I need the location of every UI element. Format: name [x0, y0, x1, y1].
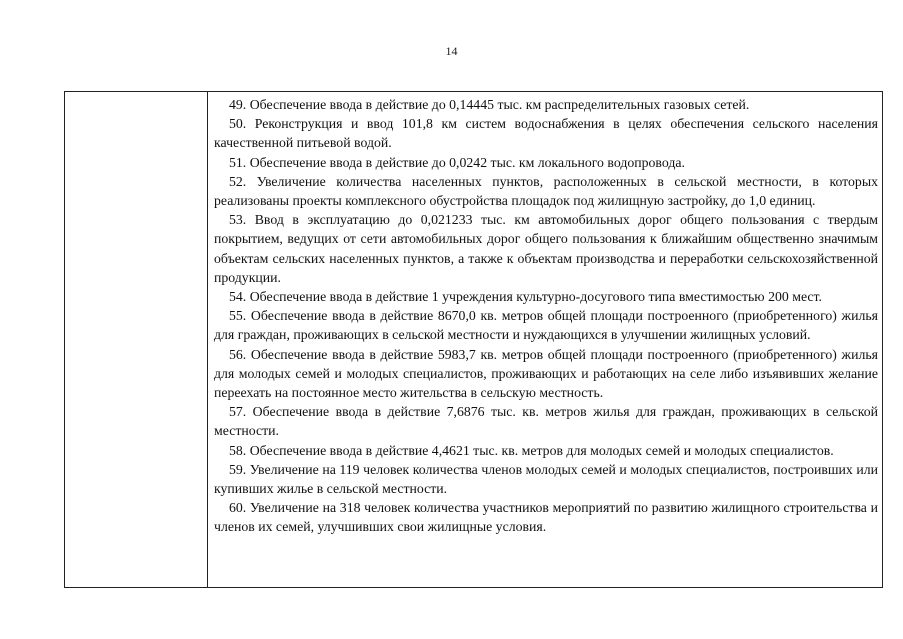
list-item: 60. Увеличение на 318 человек количества участников мероприятий по развитию жилищного строительства и членов их семей, улучшивших свои жилищные условия.	[214, 500, 878, 535]
list-item: 53. Ввод в эксплуатацию до 0,021233 тыс. км автомобильных дорог общего пользования с твердым покрытием, ведущих от сети автомобильных дорог общего пользования к ближайшим общественно значимым объектам сельских населенных пунктов, а также к объектам производства и переработки сельскохозяйственной продукции.	[214, 212, 878, 285]
list-item: 58. Обеспечение ввода в действие 4,4621 тыс. кв. метров для молодых семей и молодых специалистов.	[229, 442, 834, 458]
table-right-cell	[208, 92, 882, 587]
list-item: 59. Увеличение на 119 человек количества членов молодых семей и молодых специалистов, построивших или купивших жилье в сельской местности.	[214, 461, 878, 497]
list-item: 50. Реконструкция и ввод 101,8 км систем водоснабжения в целях обеспечения сельского населения качественной питьевой водой.	[214, 116, 878, 151]
document-table	[64, 91, 883, 588]
list-item: 54. Обеспечение ввода в действие 1 учреждения культурно-досугового типа вместимостью 200 мест.	[229, 289, 822, 305]
list-item: 55. Обеспечение ввода в действие 8670,0 кв. метров общей площади построенного (приобретенного) жилья для граждан, проживающих в сельской местности и нуждающихся в улучшении жилищных условий.	[214, 308, 878, 343]
list-item: 52. Увеличение количества населенных пунктов, расположенных в сельской местности, в которых реализованы проекты комплексного обустройства площадок под жилищную застройку, до 1,0 единиц.	[214, 173, 878, 209]
table-left-cell	[65, 92, 208, 587]
list-item: 56. Обеспечение ввода в действие 5983,7 кв. метров общей площади построенного (приобретенного) жилья для молодых семей и молодых специалистов, проживающих и работающих на селе либо изъявивших желание переехать на постоянное место жительства в сельскую местность.	[214, 346, 878, 401]
page-number: 14	[445, 44, 458, 58]
list-item: 49. Обеспечение ввода в действие до 0,14445 тыс. км распределительных газовых сетей.	[229, 97, 750, 112]
list-item: 51. Обеспечение ввода в действие до 0,0242 тыс. км локального водопровода.	[229, 154, 685, 170]
list-item: 57. Обеспечение ввода в действие 7,6876 тыс. кв. метров жилья для граждан, проживающих в сельской местности.	[214, 404, 878, 439]
